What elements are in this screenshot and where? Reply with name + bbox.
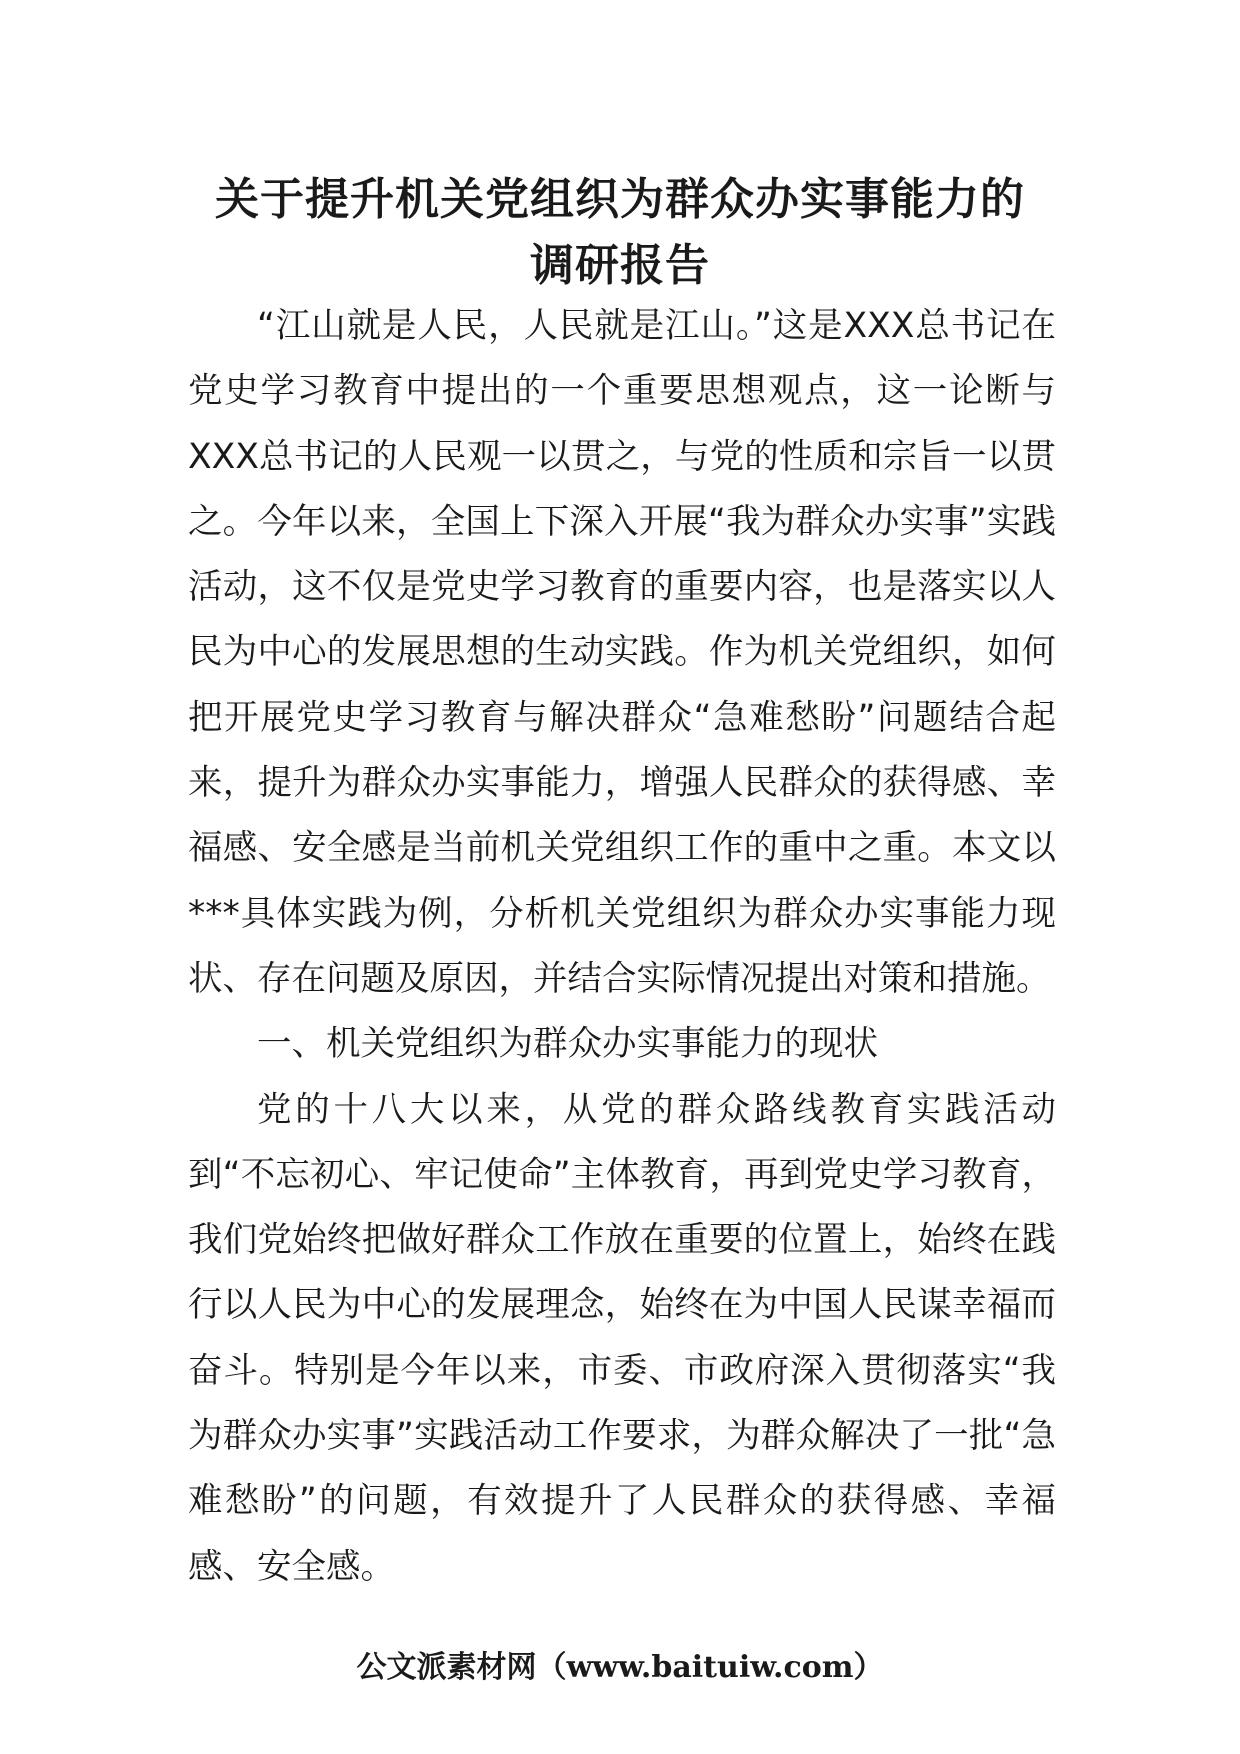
- intro-paragraph: “江山就是人民，人民就是江山。”这是XXX总书记在党史学习教育中提出的一个重要思想观点，这一论断与XXX总书记的人民观一以贯之，与党的性质和宗旨一以贯之。今年以来，全国上下深入开展“我为群众办实事”实践活动，这不仅是党史学习教育的重要内容，也是落实以人民为中心的发展思想的生动实践。作为机关党组织，如何把开展党史学习教育与解决群众“急难愁盼”问题结合起来，提升为群众办实事能力，增强人民群众的获得感、幸福感、安全感是当前机关党组织工作的重中之重。本文以***具体实践为例，分析机关党组织为群众办实事能力现状、存在问题及原因，并结合实际情况提出对策和措施。: [188, 306, 1056, 999]
- section-heading-1: 一、机关党组织为群众办实事能力的现状: [257, 1024, 878, 1065]
- document-title-line-2: 调研报告: [530, 240, 710, 291]
- footer-watermark: 公文派素材网（www.baituiw.com）: [356, 1650, 884, 1685]
- document-title-line-1: 关于提升机关党组织为群众办实事能力的: [215, 174, 1025, 225]
- section-1-paragraph: 党的十八大以来，从党的群众路线教育实践活动到“不忘初心、牢记使命”主体教育，再到党史学习教育，我们党始终把做好群众工作放在重要的位置上，始终在践行以人民为中心的发展理念，始终在为中国人民谋幸福而奋斗。特别是今年以来，市委、市政府深入贯彻落实“我为群众办实事”实践活动工作要求，为群众解决了一批“急难愁盼”的问题，有效提升了人民群众的获得感、幸福感、安全感。: [188, 1089, 1056, 1587]
- document-body: [188, 294, 1056, 1600]
